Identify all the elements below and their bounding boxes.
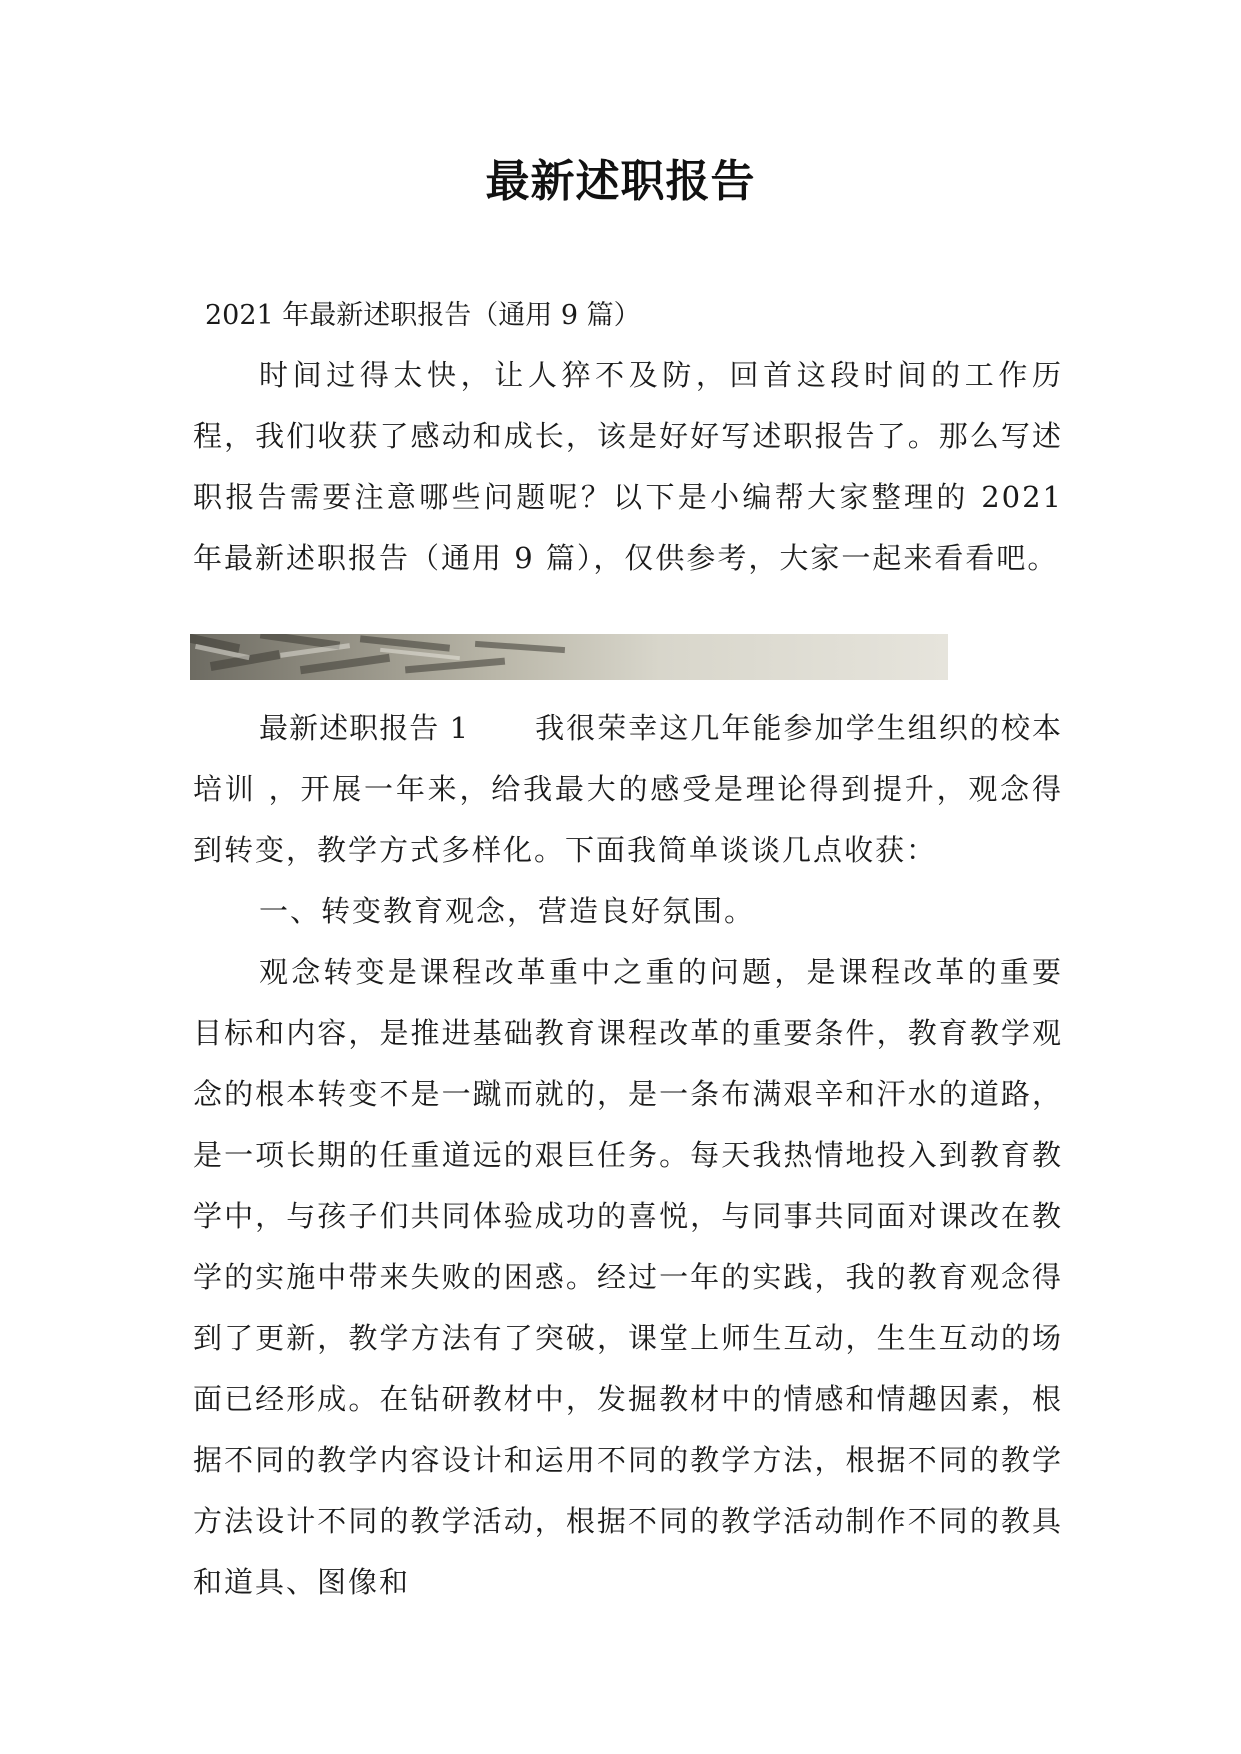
- section-1-title: 一、转变教育观念，营造良好氛围。: [259, 894, 756, 928]
- intro-paragraph: 时间过得太快，让人猝不及防，回首这段时间的工作历程，我们收获了感动和成长，该是好好写述职报告了。那么写述职报告需要注意哪些问题呢？以下是小编帮大家整理的 2021 年最新述职报告（通用 9 篇），仅供参考，大家一起来看看吧。: [193, 358, 1063, 575]
- page-title: 最新述职报告: [485, 156, 756, 207]
- report-1-paragraph: [193, 698, 1063, 881]
- decorative-banner-image: [190, 634, 948, 680]
- report-1-heading: 最新述职报告 1: [259, 711, 470, 745]
- section-1-body: 观念转变是课程改革重中之重的问题，是课程改革的重要目标和内容，是推进基础教育课程改革的重要条件，教育教学观念的根本转变不是一蹴而就的，是一条布满艰辛和汗水的道路，是一项长期的任重道远的艰巨任务。每天我热情地投入到教育教学中，与孩子们共同体验成功的喜悦，与同事共同面对课改在教学的实施中带来失败的困惑。经过一年的实践，我的教育观念得到了更新，教学方法有了突破，课堂上师生互动，生生互动的场面已经形成。在钻研教材中，发掘教材中的情感和情趣因素，根据不同的教学内容设计和运用不同的教学方法，根据不同的教学方法设计不同的教学活动，根据不同的教学活动制作不同的教具和道具、图像和: [193, 955, 1063, 1599]
- report-1-text: 我很荣幸这几年能参加学生组织的校本培训 ，开展一年来，给我最大的感受是理论得到提升，观念得到转变，教学方式多样化。下面我简单谈谈几点收获：: [193, 711, 1063, 867]
- document-subtitle: 2021 年最新述职报告（通用 9 篇）: [205, 300, 641, 331]
